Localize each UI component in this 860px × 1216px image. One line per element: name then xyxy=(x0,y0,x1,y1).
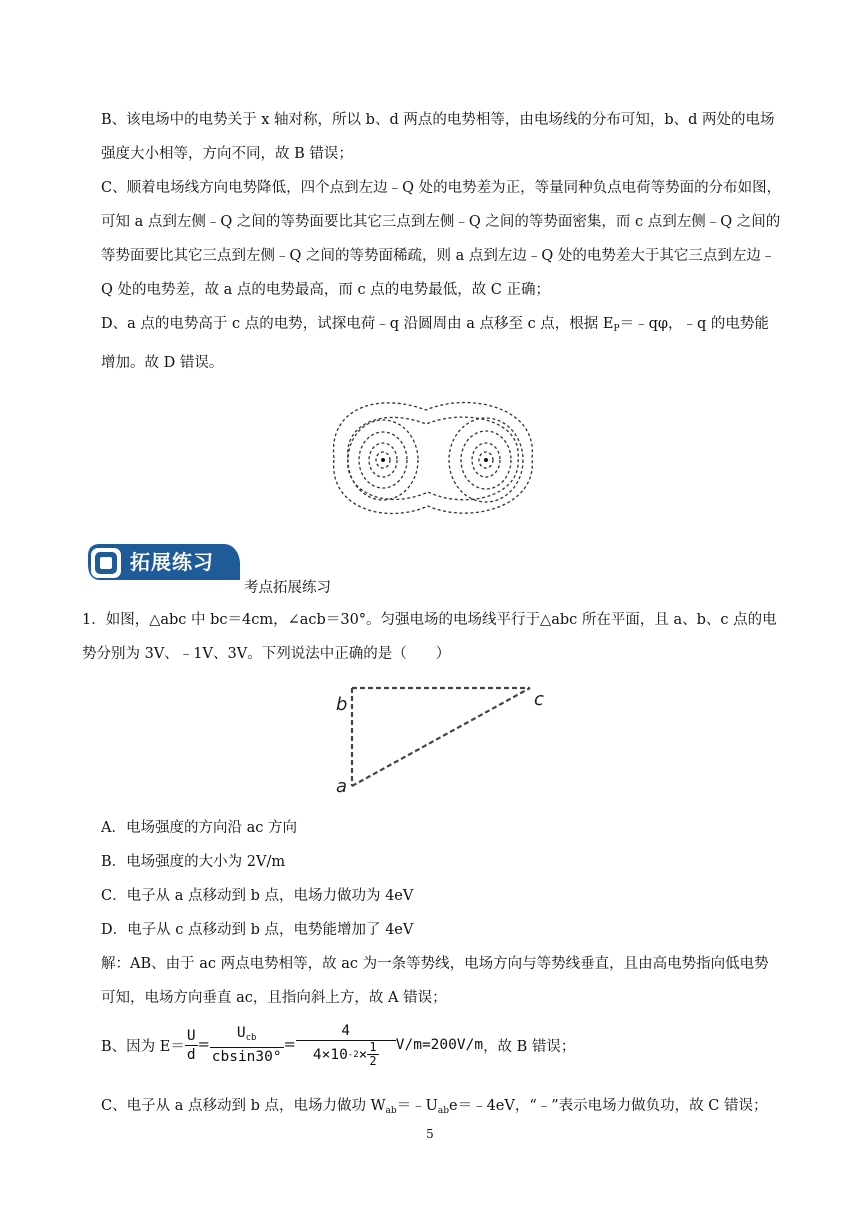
fraction-ucb: $\frac{U_{cb}}{cbsin30^\circ}$ xyxy=(211,1025,282,1065)
answer-b: B、该电场中的电势关于 x 轴对称，所以 b、d 两点的电势相等，由电场线的分布可知，b、d 两处的电场强度大小相等，方向不同，故 B 错误； xyxy=(101,112,775,162)
option-b: B．电场强度的大小为 2V/m xyxy=(101,854,286,870)
fraction-value: 4 4×10 -2 × $\frac{1}{2}$ xyxy=(296,1022,396,1068)
answer-d: D、a 点的电势高于 c 点的电势，试探电荷﹣q 沿圆周由 a 点移至 c 点，根据 $E_P=﹣q\varphi$，﹣q 的电势能增加。故 D 错误。 xyxy=(101,316,769,371)
triangle-figure xyxy=(330,680,550,798)
charge-right xyxy=(484,458,488,462)
option-a: A．电场强度的方向沿 ac 方向 xyxy=(101,820,297,836)
charge-left xyxy=(381,458,385,462)
equipotential-figure xyxy=(318,388,544,528)
solution-b: B、因为 E＝ $\frac{U}{d}$ = $\frac{U_{cb}}{cbsin30^\circ}$ = 4 4×10 -2 × $\frac{1}{2}$ V/m=200V/m ，故 B 错误； xyxy=(101,1023,576,1068)
answer-c: C、顺着电场线方向电势降低，四个点到左边﹣Q 处的电势差为正，等量同种负点电荷等势面的分布如图，可知 a 点到左侧﹣Q 之间的等势面要比其它三点到左侧﹣Q 之间的等势面密集，而 c 点到左侧﹣Q 之间的等势面要比其它三点到左侧﹣Q 之间的等势面稀疏，则 a 点到左边﹣Q 处的电势差大于其它三点到左边﹣Q 处的电势差，故 a 点的电势最高，而 c 点的电势最低，故 C 正确； xyxy=(101,180,782,298)
option-d: D．电子从 c 点移动到 b 点，电势能增加了 4eV xyxy=(101,922,414,938)
option-c: C．电子从 a 点移动到 b 点，电场力做功为 4eV xyxy=(101,888,414,904)
section-banner xyxy=(86,540,242,582)
label-a: a xyxy=(336,776,348,797)
question-stem: 1．如图，△abc 中 bc＝4cm，∠acb＝30°。匀强电场的电场线平行于△abc 所在平面，且 a、b、c 点的电势分别为 3V、﹣1V、3V。下列说法中正确的是（ ） xyxy=(82,612,777,662)
banner-text: 拓展练习 xyxy=(130,550,214,574)
label-b: b xyxy=(336,694,348,715)
label-c: c xyxy=(534,689,544,710)
section-caption: 考点拓展练习 xyxy=(244,580,331,596)
page-number: 5 xyxy=(426,1127,434,1141)
fraction-u-over-d: $\frac{U}{d}$ xyxy=(186,1027,196,1063)
solution-ab: 解：AB、由于 ac 两点电势相等，故 ac 为一条等势线，电场方向与等势线垂直，且由高电势指向低电势可知，电场方向垂直 ac，且指向斜上方，故 A 错误； xyxy=(101,956,769,1006)
solution-c: C、电子从 a 点移动到 b 点，电场力做功 $W_{ab}=﹣U_{ab}e=﹣4eV$，“﹣”表示电场力做负功，故 C 错误； xyxy=(101,1098,768,1116)
answer-block xyxy=(101,103,783,380)
